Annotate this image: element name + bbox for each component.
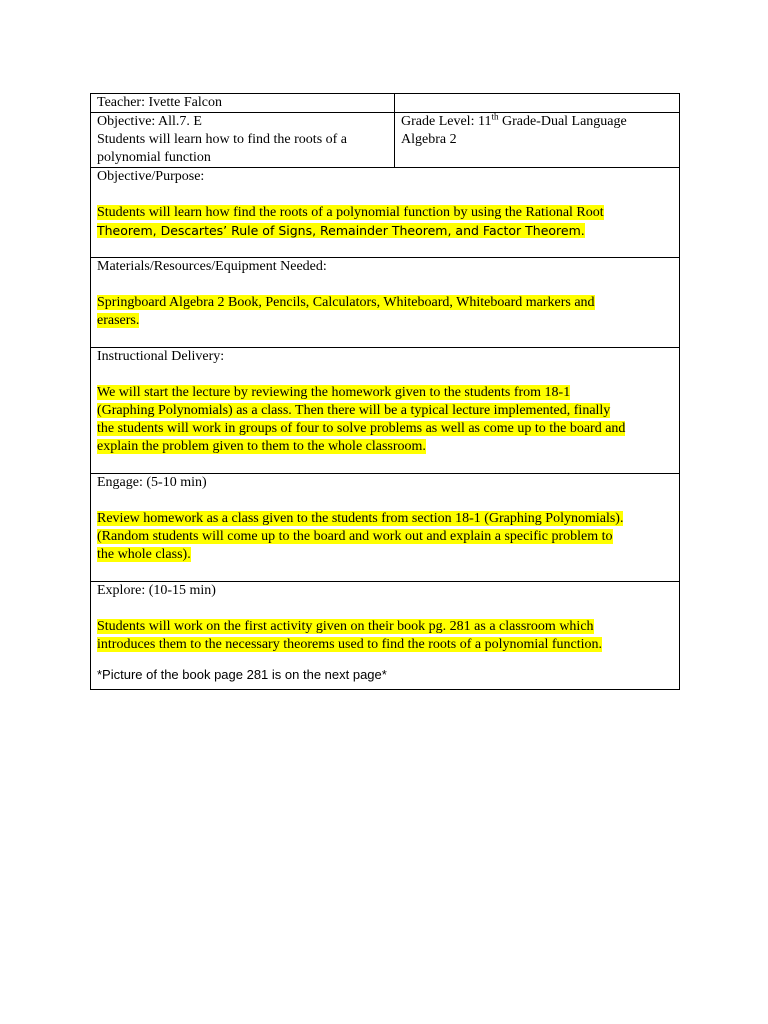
materials-cell [91, 258, 680, 348]
delivery-heading: Instructional Delivery: [97, 349, 225, 364]
grade-level-program: Grade-Dual Language [498, 114, 627, 129]
objective-row [91, 113, 680, 168]
materials-row [91, 258, 680, 348]
engage-text-line-3: the whole class). [97, 547, 191, 562]
objective-cell [91, 113, 395, 168]
grade-level [401, 113, 673, 131]
delivery-row [91, 348, 680, 474]
materials-heading: Materials/Resources/Equipment Needed: [97, 259, 327, 274]
explore-note: *Picture of the book page 281 is on the next page* [97, 667, 387, 682]
teacher-row [91, 94, 680, 113]
purpose-row [91, 168, 680, 258]
grade-level-superscript: th [491, 111, 499, 122]
engage-cell [91, 474, 680, 582]
empty-cell [395, 94, 680, 113]
objective-code: Objective: All.7. E [97, 114, 202, 129]
purpose-text-line-1: Students will learn how find the roots of a polynomial function by using the Rational Root [97, 205, 604, 220]
delivery-text-line-4: explain the problem given to them to the whole classroom. [97, 439, 426, 454]
engage-heading: Engage: (5-10 min) [97, 475, 207, 490]
engage-text-line-2: (Random students will come up to the board and work out and explain a specific problem to [97, 529, 613, 544]
purpose-text-line-2: Theorem, Descartes’ Rule of Signs, Remainder Theorem, and Factor Theorem. [97, 223, 585, 238]
delivery-text-line-3: the students will work in groups of four to solve problems as well as come up to the board and [97, 421, 626, 436]
explore-heading: Explore: (10-15 min) [97, 583, 216, 598]
teacher-cell [91, 94, 395, 113]
delivery-text-line-1: We will start the lecture by reviewing the homework given to the students from 18-1 [97, 385, 571, 400]
purpose-cell [91, 168, 680, 258]
explore-text-line-2: introduces them to the necessary theorems used to find the roots of a polynomial function. [97, 637, 603, 652]
explore-text-line-1: Students will work on the first activity given on their book pg. 281 as a classroom which [97, 619, 594, 634]
delivery-text-line-2: (Graphing Polynomials) as a class. Then there will be a typical lecture implemented, finally [97, 403, 611, 418]
materials-text-line-1: Springboard Algebra 2 Book, Pencils, Calculators, Whiteboard, Whiteboard markers and [97, 295, 595, 310]
objective-text: Students will learn how to find the roots of a polynomial function [97, 132, 348, 165]
grade-cell [395, 113, 680, 168]
delivery-cell [91, 348, 680, 474]
teacher-name: Teacher: Ivette Falcon [97, 95, 222, 110]
materials-text-line-2: erasers. [97, 313, 140, 328]
explore-row [91, 582, 680, 690]
engage-row [91, 474, 680, 582]
grade-course: Algebra 2 [401, 132, 457, 147]
purpose-heading: Objective/Purpose: [97, 169, 205, 184]
explore-cell [91, 582, 680, 690]
lesson-plan-table [90, 93, 680, 690]
engage-text-line-1: Review homework as a class given to the students from section 18-1 (Graphing Polynomials). [97, 511, 624, 526]
grade-level-label: Grade Level: 11 [401, 114, 492, 129]
